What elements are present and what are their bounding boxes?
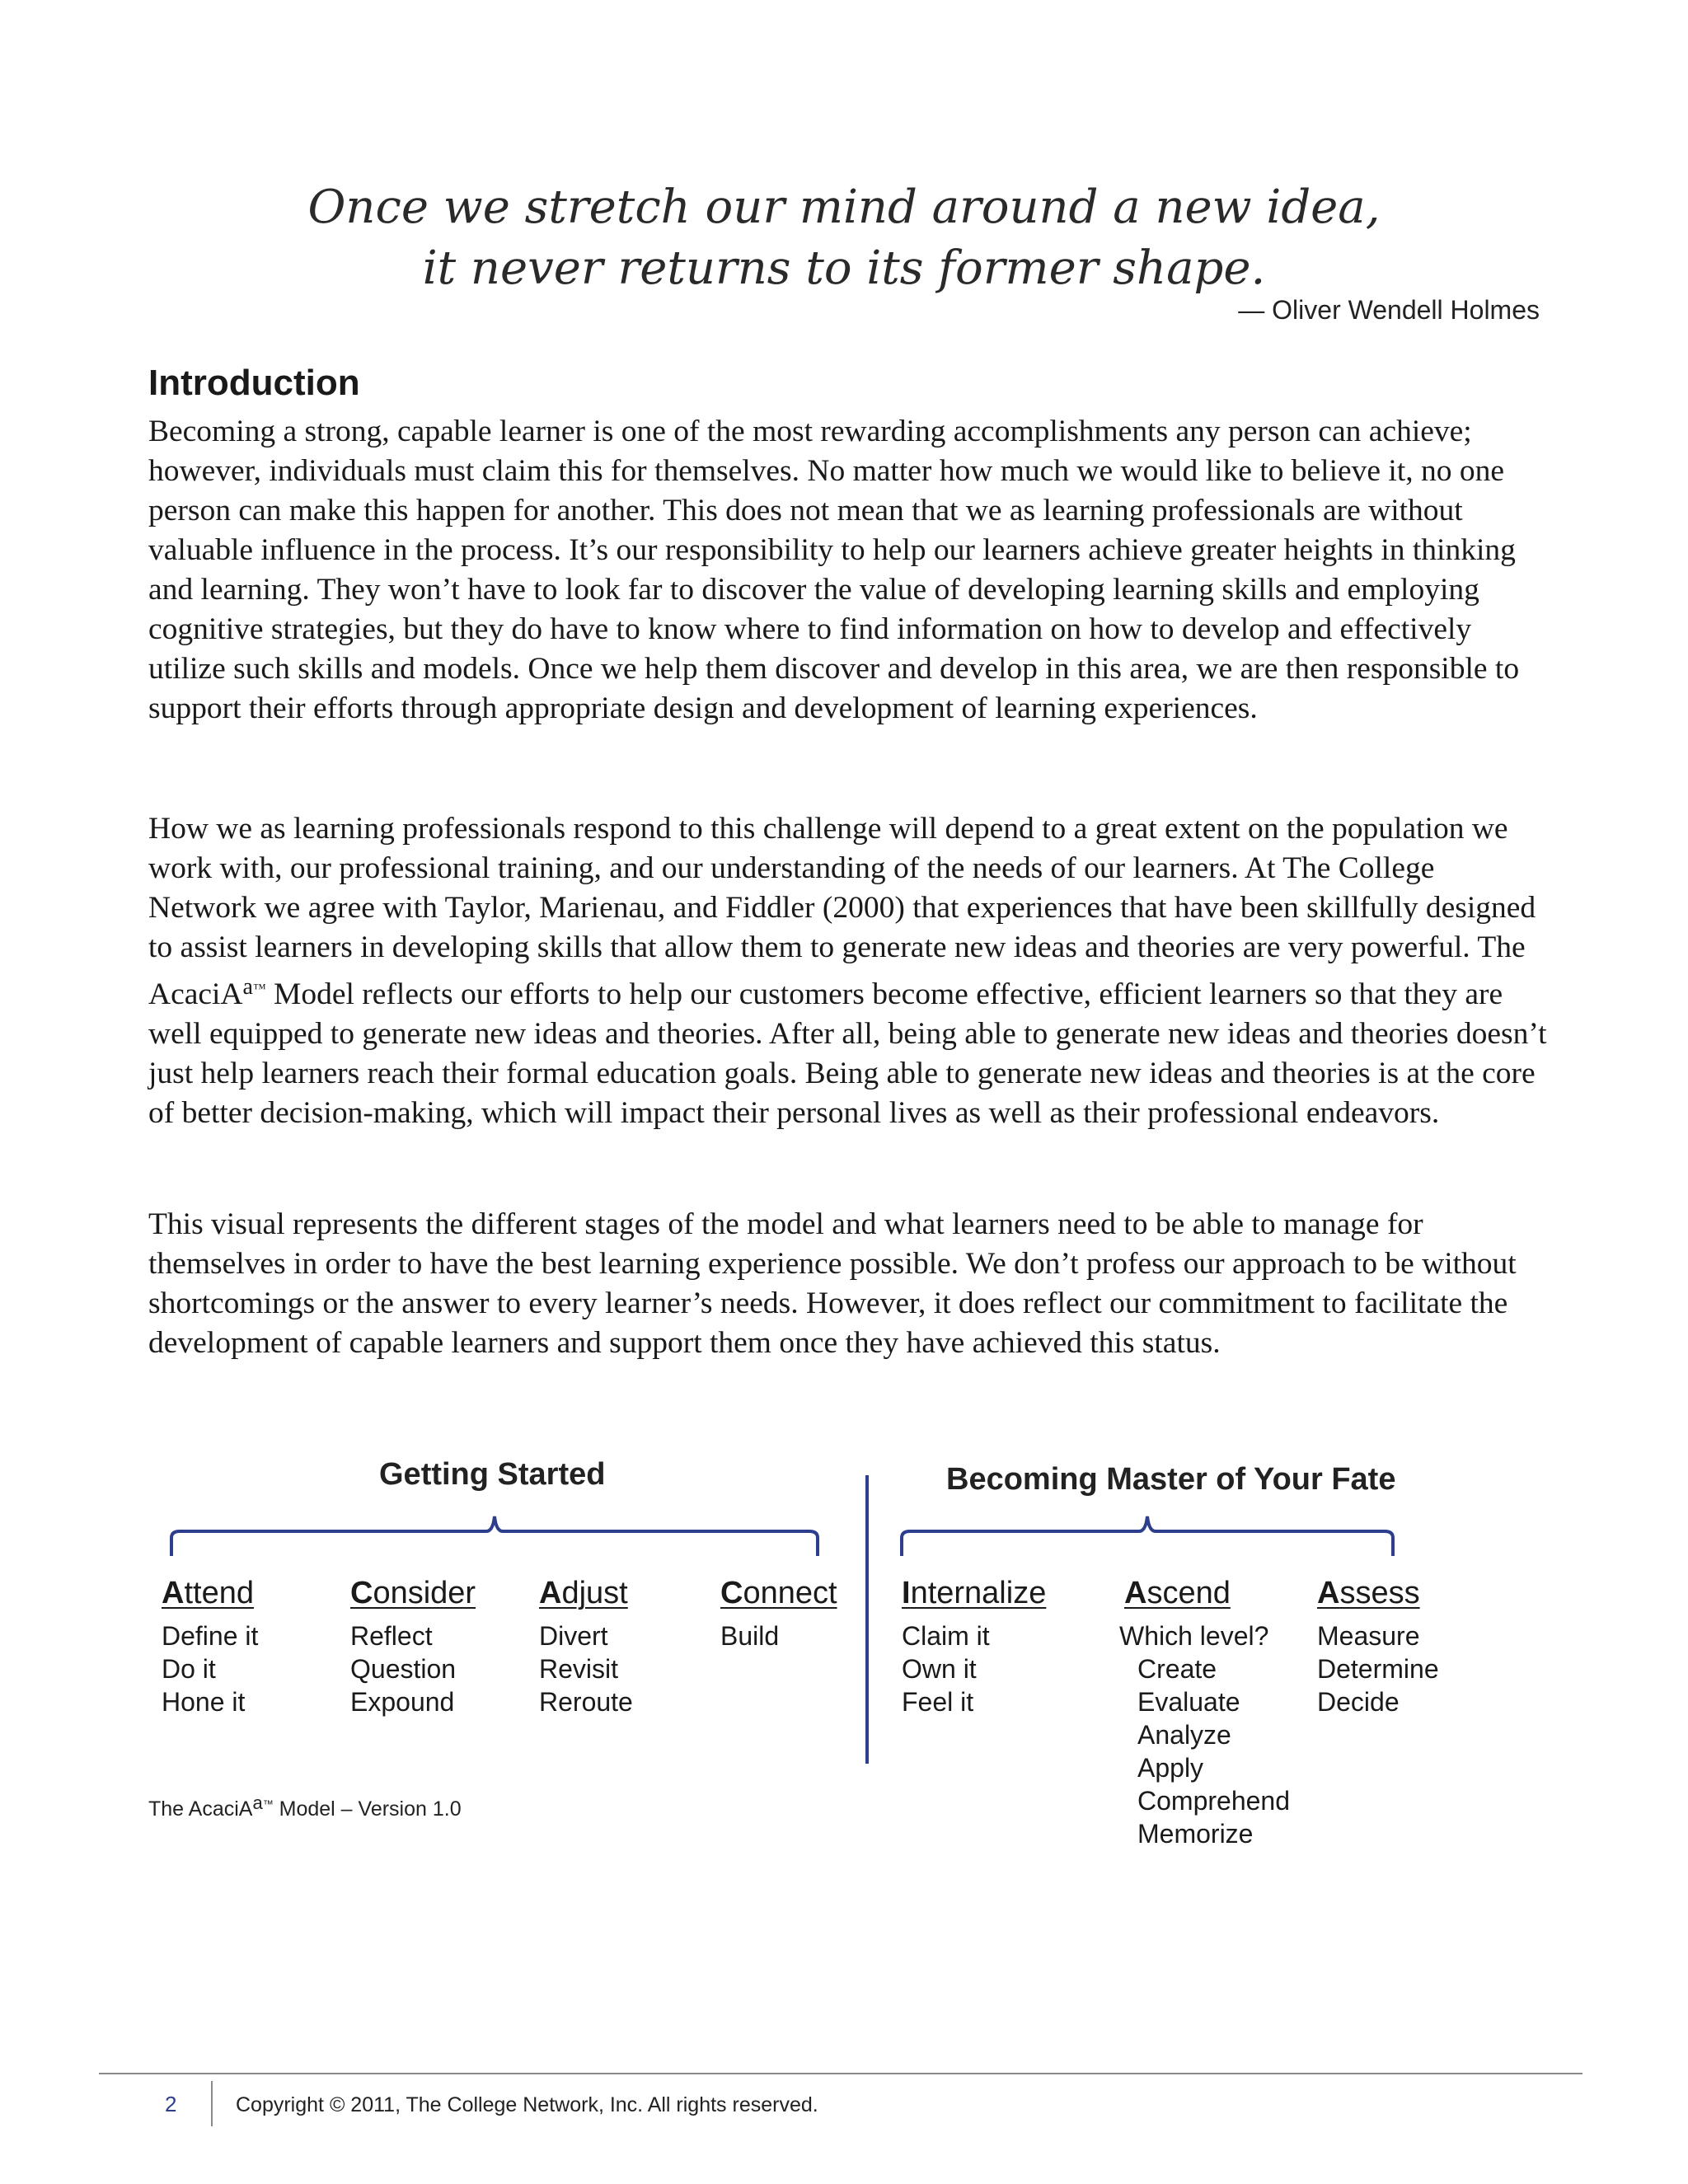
stage-item: Build <box>720 1621 780 1651</box>
section-heading: Introduction <box>148 363 360 403</box>
level-item: Evaluate <box>1137 1687 1240 1717</box>
stage-title: Ascend <box>1124 1576 1231 1610</box>
stage-item: Own it <box>902 1654 977 1684</box>
stage-internalize <box>902 1576 1046 1718</box>
page-number: 2 <box>165 2092 177 2116</box>
acacia-model-diagram <box>0 1434 1688 1896</box>
quote-attribution: — Oliver Wendell Holmes <box>1238 295 1540 325</box>
footer-divider <box>211 2081 213 2126</box>
stage-item: Which level? <box>1119 1621 1269 1651</box>
epigraph-quote <box>0 177 1688 299</box>
stage-item: Claim it <box>902 1621 990 1651</box>
stage-ascend <box>1119 1576 1290 1850</box>
intro-paragraph-2 <box>148 809 1550 1133</box>
diagram-caption: The AcaciAa™ Model – Version 1.0 <box>148 1793 462 1821</box>
footer-rule <box>99 2073 1582 2074</box>
stage-assess <box>1317 1576 1439 1718</box>
level-item: Create <box>1137 1654 1217 1684</box>
group-title-master-of-fate: Becoming Master of Your Fate <box>946 1462 1396 1497</box>
stage-adjust <box>539 1576 633 1718</box>
copyright-notice: Copyright © 2011, The College Network, Inc. All rights reserved. <box>236 2093 818 2116</box>
quote-line-1: Once we stretch our mind around a new idea, <box>307 180 1381 234</box>
paragraph-text: This visual represents the different stages of the model and what learners need to be able to manage for themselves in order to have the best learning experience possible. We don’t profess our approach to be without shortcomings or the answer to every learner’s needs. However, it does reflect our commitment to facilitate the development of capable learners and support them once they have achieved this status. <box>148 1207 1517 1360</box>
stage-item: Reroute <box>539 1687 633 1717</box>
quote-line-2: it never returns to its former shape. <box>422 241 1266 295</box>
paragraph-text <box>148 809 1550 1133</box>
stage-items <box>1317 1619 1439 1718</box>
paragraph-text: Becoming a strong, capable learner is one of the most rewarding accomplishments any person can achieve; however, individuals must claim this for themselves. No matter how much we would like to believe it, no one person can make this happen for another. This does not mean that we as learning professionals are without valuable influence in the process. It’s our responsibility to help our learners achieve greater heights in thinking and learning. They won’t have to look far to discover the value of developing learning skills and employing cognitive strategies, but they do have to know where to find information on how to develop and effectively utilize such skills and models. Once we help them discover and develop in this area, we are then responsible to support their efforts through appropriate design and development of learning experiences. <box>148 415 1520 725</box>
stage-title: Attend <box>162 1576 254 1610</box>
right-group-brace <box>897 1513 1398 1563</box>
stage-item: Feel it <box>902 1687 974 1717</box>
left-group-brace <box>165 1513 824 1563</box>
intro-paragraph-1 <box>148 412 1550 729</box>
stage-items <box>350 1619 476 1718</box>
stage-item: Define it <box>162 1621 259 1651</box>
stage-items <box>162 1619 258 1718</box>
stage-item: Determine <box>1317 1654 1439 1684</box>
stage-item: Measure <box>1317 1621 1420 1651</box>
level-item: Analyze <box>1137 1720 1231 1750</box>
stage-item: Divert <box>539 1621 608 1651</box>
stage-title: Connect <box>720 1576 837 1610</box>
paragraph-text-part-2: Model reflects our efforts to help our customers become effective, efficient learners so that they are well equipped to generate new ideas and theories. After all, being able to generate new ideas and theories doesn’t just help learners reach their formal education goals. Being able to generate new ideas and theories is at the core of better decision-making, which will impact their personal lives as well as their professional endeavors. <box>148 977 1547 1130</box>
level-item: Comprehend <box>1137 1786 1290 1816</box>
stage-item: Decide <box>1317 1687 1400 1717</box>
group-divider <box>865 1475 869 1764</box>
stage-title: Assess <box>1317 1576 1420 1610</box>
stage-item: Expound <box>350 1687 455 1717</box>
stage-item: Question <box>350 1654 457 1684</box>
paragraph-text-part-1: How we as learning professionals respond to this challenge will depend to a great extent on the population we work with, our professional training, and our understanding of the needs of our learners. At The College Network we agree with Taylor, Marienau, and Fiddler (2000) that experiences that have been skillfully designed to assist learners in developing skills that allow them to generate new ideas and theories are very powerful. The AcaciA <box>148 812 1536 1011</box>
stage-item: Revisit <box>539 1654 619 1684</box>
group-title-getting-started: Getting Started <box>379 1457 606 1492</box>
superscript-a: a <box>242 974 253 1000</box>
intro-paragraph-3 <box>148 1205 1550 1363</box>
stage-consider <box>350 1576 476 1718</box>
stage-items <box>720 1619 837 1652</box>
stage-attend <box>162 1576 258 1718</box>
stage-item: Hone it <box>162 1687 246 1717</box>
stage-item: Do it <box>162 1654 216 1684</box>
stage-title: Consider <box>350 1576 476 1610</box>
stage-title: Adjust <box>539 1576 628 1610</box>
stage-connect <box>720 1576 837 1652</box>
trademark-mark: ™ <box>252 982 266 996</box>
stage-items <box>1119 1619 1290 1850</box>
stage-item: Reflect <box>350 1621 433 1651</box>
stage-title: Internalize <box>902 1576 1047 1610</box>
level-item: Memorize <box>1137 1819 1254 1849</box>
level-item: Apply <box>1137 1753 1204 1783</box>
stage-items <box>902 1619 1046 1718</box>
stage-items <box>539 1619 633 1718</box>
